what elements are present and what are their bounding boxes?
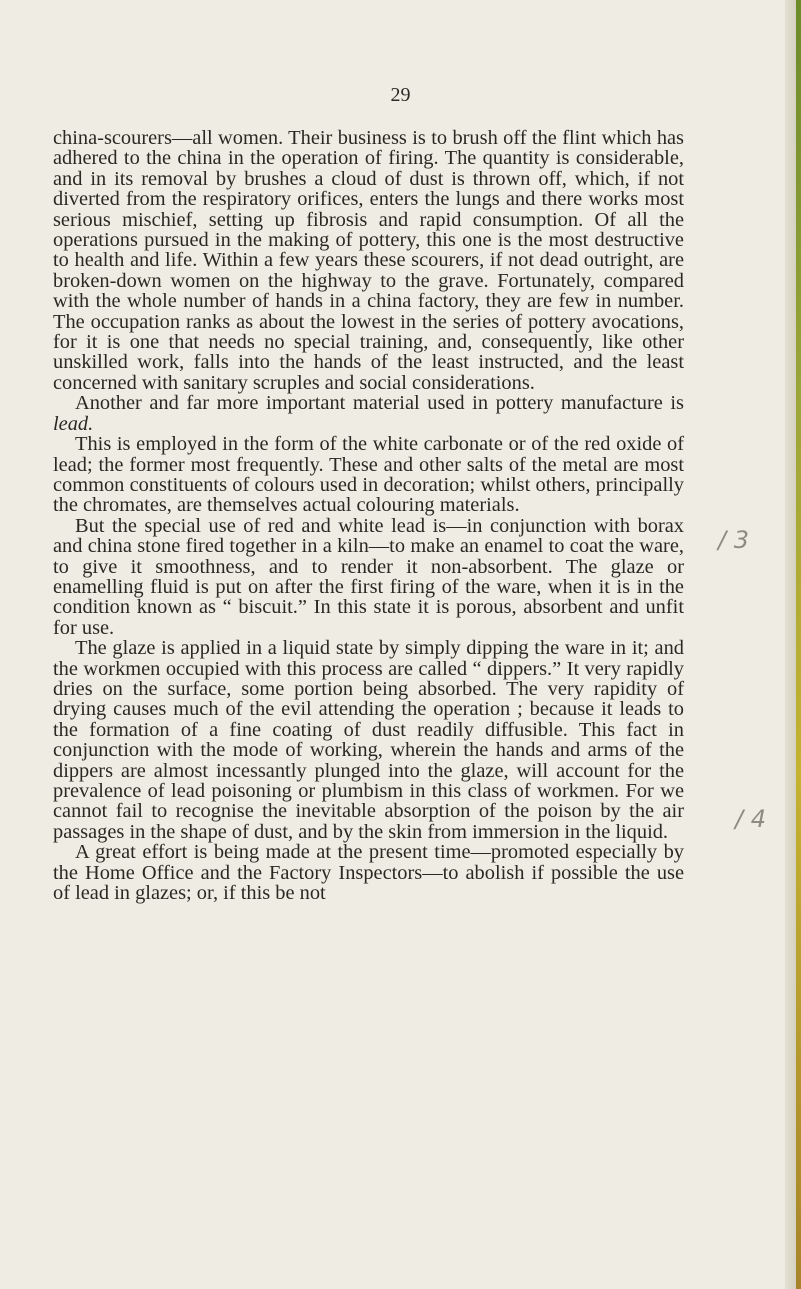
paragraph-3: This is employed in the form of the white carbonate or of the red oxide of lead; the former most frequently. These and other salts of the metal are most common constituents of colours used in decoration; whilst others, principally the chromates, are themselves actual colouring materials.	[53, 433, 684, 517]
paragraph-6: A great effort is being made at the present time—promoted especially by the Home Office and the Factory Inspectors—to abolish if possible the use of lead in glazes; or, if this be not	[53, 841, 684, 905]
paragraph-2	[53, 393, 684, 434]
paragraph-1: china-scourers—all women. Their business is to brush off the flint which has adhered to the china in the operation of firing. The quantity is considerable, and in its removal by brushes a cloud of dust is thrown off, which, if not diverted from the respiratory orifices, enters the lungs and there works most serious mischief, setting up fibrosis and rapid consumption. Of all the operations pursued in the making of pottery, this one is the most destructive to health and life. Within a few years these scourers, if not dead outright, are broken-down women on the highway to the grave. Fortunately, compared with the whole number of hands in a china factory, they are few in number. The occupation ranks as about the lowest in the series of pottery avocations, for it is one that needs no special training, and, consequently, like other unskilled work, falls into the hands of the least instructed, and the least concerned with sanitary scruples and social considerations.	[53, 127, 684, 394]
paragraph-2-text: Another and far more important material used in pottery manufacture is	[75, 392, 684, 415]
margin-note-2: / 4	[735, 805, 766, 833]
emphasis-lead: lead.	[53, 412, 94, 435]
book-edge-strip	[796, 0, 801, 1289]
body-text	[53, 128, 684, 903]
margin-note-1: / 3	[718, 526, 749, 554]
paragraph-5: The glaze is applied in a liquid state by simply dipping the ware in it; and the workmen occupied with this process are called “ dippers.” It very rapidly dries on the surface, some portion being absorbed. The very rapidity of drying causes much of the evil attending the operation ; because it leads to the formation of a fine coating of dust readily diffusible. This fact in conjunction with the mode of working, wherein the hands and arms of the dippers are almost incessantly plunged into the glaze, will account for the prevalence of lead poisoning or plumbism in this class of workmen. For we cannot fail to recognise the inevitable absorption of the poison by the air passages in the shape of dust, and by the skin from immersion in the liquid.	[53, 637, 684, 843]
paragraph-4: But the special use of red and white lead is—in conjunction with borax and china stone fired together in a kiln—to make an enamel to coat the ware, to give it smoothness, and to render it non-absorbent. The glaze or enamelling fluid is put on after the first firing of the ware, when it is in the condition known as “ biscuit.” In this state it is porous, absorbent and unfit for use.	[53, 514, 684, 639]
page-number: 29	[390, 84, 411, 106]
